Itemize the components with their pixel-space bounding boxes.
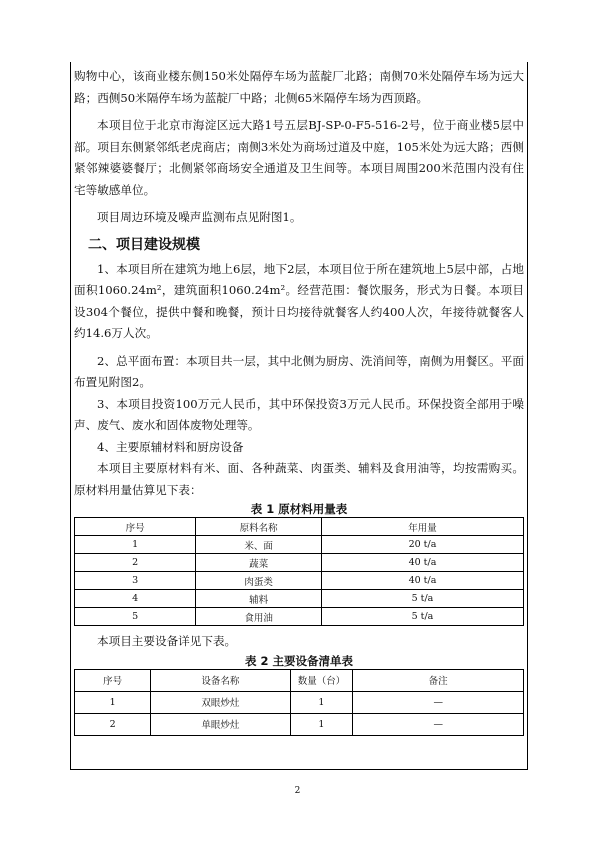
scale-paragraph-3: 3、本项目投资100万元人民币，其中环保投资3万元人民币。环保投资全部用于噪声、废气、废水和固体废物处理等。 [74,396,524,432]
table2-title: 表 2 主要设备清单表 [244,653,353,668]
table-cell: 双眼炒灶 [151,691,290,713]
table-cell: 40 t/a [321,572,523,590]
scale-paragraph-1: 1、本项目所在建筑为地上6层，地下2层，本项目位于所在建筑地上5层中部，占地面积1060.24m²，建筑面积1060.24m²。经营范围：餐饮服务，形式为日餐。本项目设304个餐位，提供中餐和晚餐，预计日均接待就餐客人约400人次，年接待就餐客人约14.6万人次。 [74,261,524,340]
table-cell: 1 [290,713,353,735]
scale-paragraph-4: 4、主要原辅材料和厨房设备 [97,439,244,454]
table-cell: 单眼炒灶 [151,713,290,735]
table-header-row [75,518,524,536]
raw-material-table [74,517,524,626]
location-paragraph-1: 购物中心，该商业楼东侧150米处隔停车场为蓝靛厂北路；南侧70米处隔停车场为远大路；西侧50米隔停车场为蓝靛厂中路；北侧65米隔停车场为西顶路。 [74,69,524,105]
table-cell: 1 [75,691,151,713]
table-header-row [75,669,524,691]
table-cell: 辅料 [196,590,322,608]
table-cell: — [353,691,524,713]
table-cell: 1 [290,691,353,713]
equipment-intro: 本项目主要设备详见下表。 [97,634,237,648]
table-header-cell: 年用量 [321,518,523,536]
page-number: 2 [294,786,301,796]
table-row [75,691,524,713]
table-cell: 5 [75,608,196,626]
table-cell: 蔬菜 [196,554,322,572]
section-heading: 二、项目建设规模 [88,236,200,253]
table-cell: 5 t/a [321,608,523,626]
location-paragraph-2: 本项目位于北京市海淀区远大路1号五层BJ-SP-0-F5-516-2号，位于商业楼5层中部。项目东侧紧邻纸老虎商店；南侧3米处为商场过道及中庭，105米处为远大路；西侧紧邻辣婆婆餐厅；北侧紧邻商场安全通道及卫生间等。本项目周围200米范围内没有住宅等敏感单位。 [74,118,524,197]
scale-paragraph-2: 2、总平面布置：本项目共一层，其中北侧为厨房、洗消间等，南侧为用餐区。平面布置见附图2。 [74,353,524,389]
table-cell: 40 t/a [321,554,523,572]
table-row [75,572,524,590]
scale-paragraph-5: 本项目主要原材料有米、面、各种蔬菜、肉蛋类、辅料及食用油等，均按需购买。原材料用量估算见下表： [74,461,524,497]
table-header-cell: 数量（台） [290,669,353,691]
table-row [75,536,524,554]
table-header-cell: 设备名称 [151,669,290,691]
table-row [75,590,524,608]
table-cell: 3 [75,572,196,590]
table-row [75,713,524,735]
equipment-table [74,669,524,736]
table-cell: 2 [75,554,196,572]
table-row [75,608,524,626]
document-body [74,66,524,736]
table-cell: 2 [75,713,151,735]
table-cell: 食用油 [196,608,322,626]
table-cell: 米、面 [196,536,322,554]
location-paragraph-3: 项目周边环境及噪声监测布点见附图1。 [97,210,302,224]
table-header-cell: 序号 [75,669,151,691]
table-cell: 1 [75,536,196,554]
table-cell: 20 t/a [321,536,523,554]
table-header-cell: 原料名称 [196,518,322,536]
table-cell: — [353,713,524,735]
table-header-cell: 备注 [353,669,524,691]
table1-title: 表 1 原材料用量表 [250,502,348,516]
table-cell: 4 [75,590,196,608]
table-row [75,554,524,572]
table-cell: 肉蛋类 [196,572,322,590]
table-header-cell: 序号 [75,518,196,536]
table-cell: 5 t/a [321,590,523,608]
